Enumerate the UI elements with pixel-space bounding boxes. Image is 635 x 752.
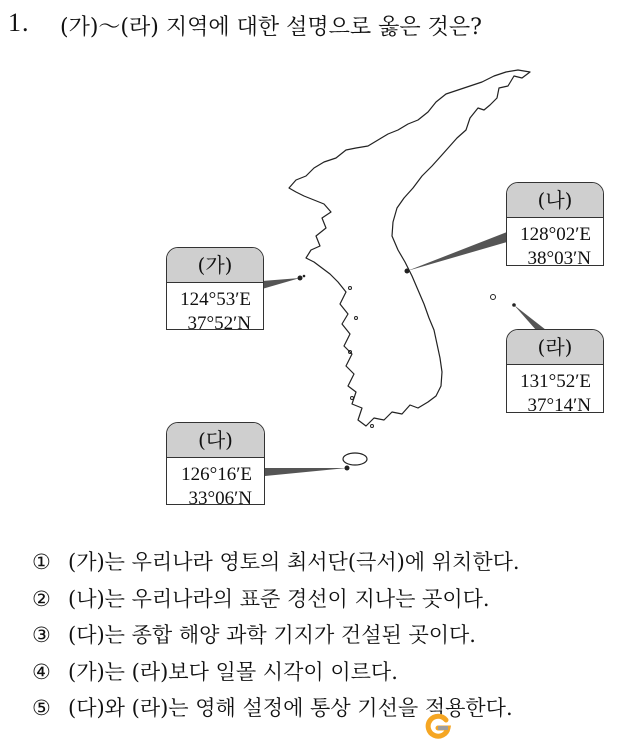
callout-label: (가) xyxy=(167,248,263,283)
callout-longitude: 124°53′E xyxy=(180,289,251,310)
choice-2[interactable] xyxy=(32,581,520,618)
ulleungdo-island xyxy=(491,295,496,300)
choice-text: (다)와 (라)는 영해 설정에 통상 기선을 적용한다. xyxy=(68,696,513,720)
jeju-island xyxy=(343,453,367,465)
callout-longitude: 128°02′E xyxy=(520,224,591,245)
question-text: (가)～(라) 지역에 대한 설명으로 옳은 것은? xyxy=(60,15,482,40)
callout-da xyxy=(166,422,265,505)
callout-ra xyxy=(506,329,604,413)
leader-ra xyxy=(514,305,546,330)
choice-mark: ④ xyxy=(32,659,51,684)
choice-1[interactable] xyxy=(32,544,520,581)
callout-label: (라) xyxy=(507,330,603,365)
leader-ga xyxy=(262,278,300,289)
question-number: 1. xyxy=(8,8,30,37)
choice-mark: ① xyxy=(32,550,51,574)
choice-text: (가)는 (라)보다 일몰 시각이 이르다. xyxy=(68,659,398,684)
answer-choices xyxy=(32,544,520,727)
g-logo-icon xyxy=(424,712,452,740)
choice-text: (가)는 우리나라 영토의 최서단(극서)에 위치한다. xyxy=(68,550,520,574)
choice-text: (다)는 종합 해양 과학 기지가 건설된 곳이다. xyxy=(68,623,476,647)
choice-4[interactable] xyxy=(32,654,520,691)
leader-na xyxy=(407,232,507,271)
callout-label: (나) xyxy=(507,183,603,218)
choice-mark: ⑤ xyxy=(32,696,51,720)
choice-text: (나)는 우리나라의 표준 경선이 지나는 곳이다. xyxy=(68,586,490,611)
peninsula-outline xyxy=(289,70,530,426)
choice-3[interactable] xyxy=(32,617,520,654)
callout-latitude: 37°14′N xyxy=(527,395,591,413)
callout-longitude: 131°52′E xyxy=(520,371,591,392)
callout-latitude: 38°03′N xyxy=(527,248,591,266)
choice-mark: ③ xyxy=(32,623,51,647)
callout-ga xyxy=(166,247,264,330)
callout-longitude: 126°16′E xyxy=(181,464,252,485)
leader-da xyxy=(265,468,347,476)
callout-label: (다) xyxy=(167,423,264,458)
callout-na xyxy=(506,182,604,266)
callout-latitude: 33°06′N xyxy=(188,488,252,505)
callout-latitude: 37°52′N xyxy=(187,313,251,330)
choice-mark: ② xyxy=(32,586,51,611)
